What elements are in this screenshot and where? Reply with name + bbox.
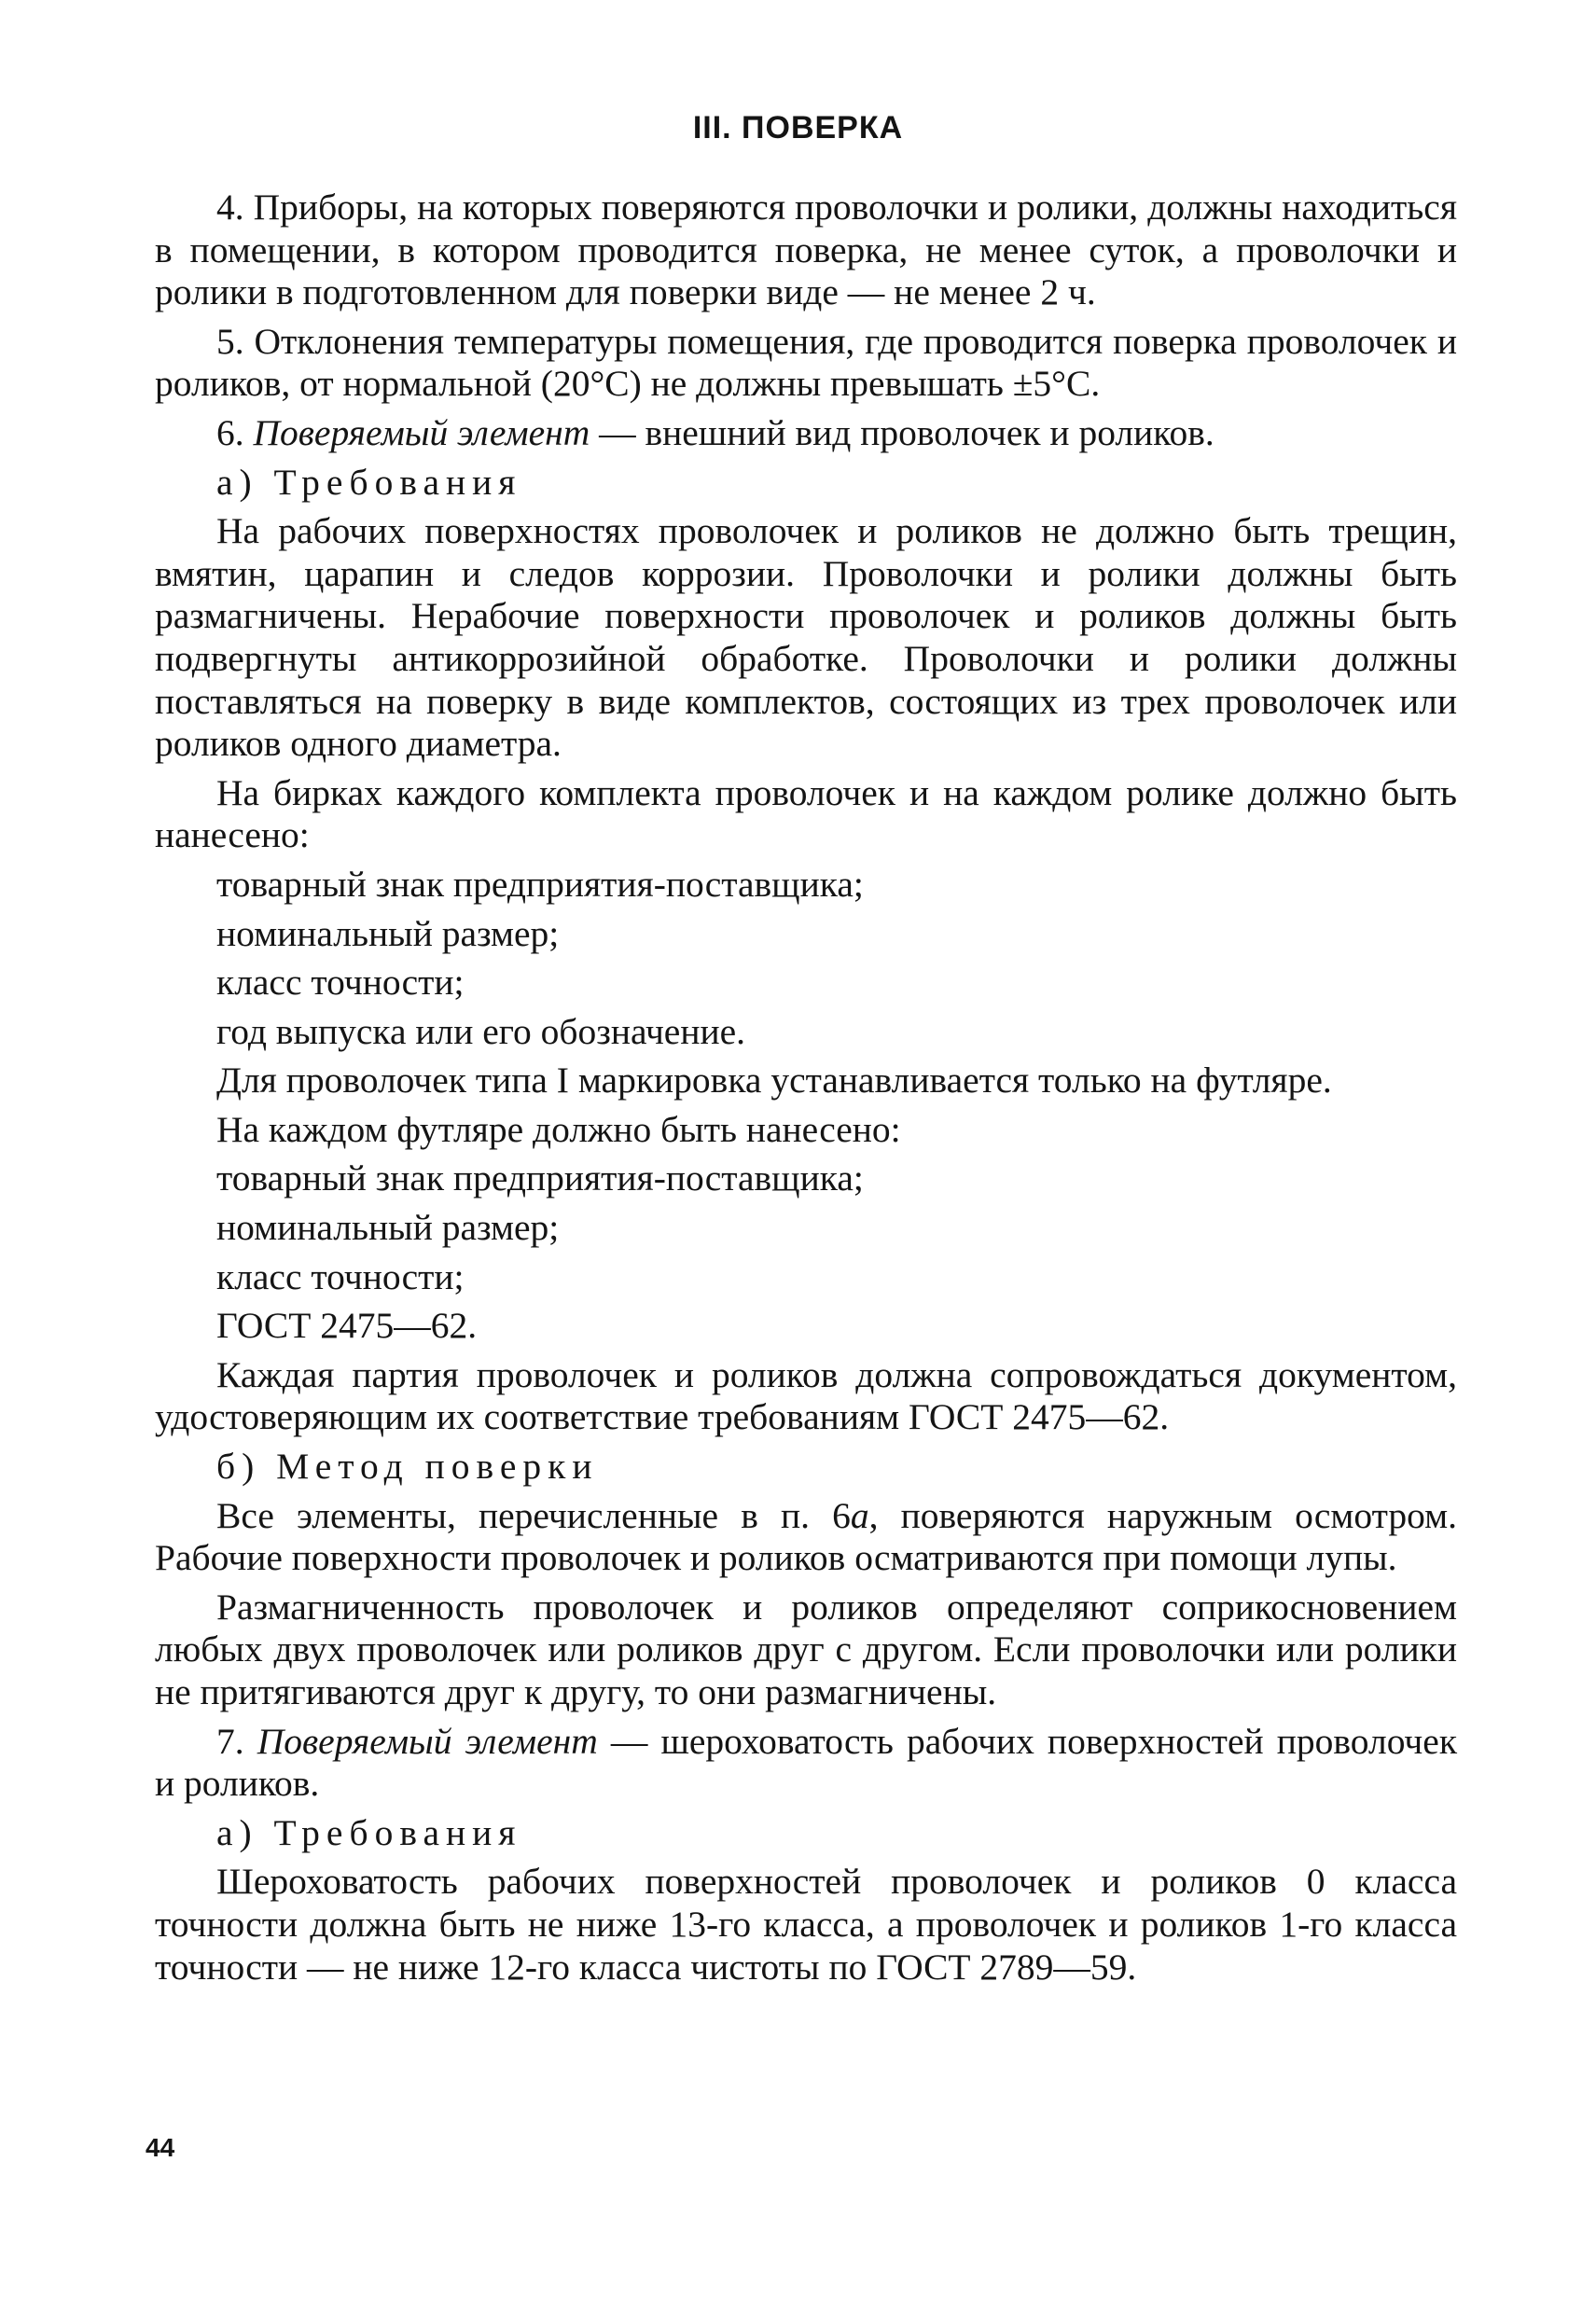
paragraph-7-element-text: — шероховатость рабочих поверхностей проволочек и роликов. [155,1720,1458,1805]
paragraph-6-batch-document: Каждая партия проволочек и роликов должна сопровождаться документом, удостоверяющим их соответствие требованиям ГОСТ 2475—62. [155,1353,1457,1438]
paragraph-7-requirements-text: Шероховатость рабочих поверхностей проволочек и роликов 0 класса точности должна быть не ниже 13-го класса, а проволочек и роликов 1-го класса точности — не ниже 12-го класса чистоты по ГОСТ 2789—59. [155,1861,1457,1988]
marking-list-1-item: номинальный размер; [216,912,560,954]
marking-list-2-item: ГОСТ 2475—62. [216,1305,478,1347]
method-text-1-italic: а [850,1494,869,1536]
paragraph-6-title [155,412,1457,455]
paragraph-6-requirements-text: На рабочих поверхностях проволочек и роликов не должно быть трещин, вмятин, царапин и следов коррозии. Проволочки и ролики должны быть размагничены. Нерабочие поверхности проволочек и роликов должны быть подвергнуты антикоррозийной обработке. Проволочки и ролики должны поставляться на поверку в виде комплектов, состоящих из трех проволочек или роликов одного диаметра. [155,510,1457,765]
marking-list-1-item: год выпуска или его обозначение. [216,1010,746,1052]
method-text-1-part: , поверяются наружным осмотром. Рабочие поверхности проволочек и роликов осматриваются при помощи лупы. [155,1494,1457,1579]
paragraph-7-title [155,1721,1457,1806]
paragraph-6-method-text-2: Размагниченность проволочек и роликов определяют соприкосновением любых двух проволочек или роликов друг с другом. Если проволочки или ролики не притягиваются друг к другу, то они размагничены. [155,1586,1457,1712]
page-body [155,187,1457,1995]
paragraph-6-element-label: Поверяемый элемент [253,411,590,453]
paragraph-6-number: 6. [216,411,244,453]
paragraph-6-requirements-heading: а) Требования [216,461,522,503]
paragraph-7-number: 7. [216,1720,244,1762]
method-text-1-part: Все элементы, перечисленные в п. 6 [216,1494,851,1536]
paragraph-7-element-label: Поверяемый элемент [257,1720,598,1762]
paragraph-6-element-text: — внешний вид проволочек и роликов. [599,411,1214,453]
paragraph-6-method-heading: б) Метод поверки [216,1446,599,1488]
paragraph-5: 5. Отклонения температуры помещения, где проводится поверка проволочек и роликов, от нормальной (20°С) не должны превышать ±5°С. [155,320,1457,405]
marking-list-1-item: товарный знак предприятия-поставщика; [216,863,864,905]
paragraph-6-case-marking-intro: На каждом футляре должно быть нанесено: [216,1108,901,1150]
marking-list-2-item: номинальный размер; [216,1207,560,1249]
paragraph-6-marking-intro: На бирках каждого комплекта проволочек и на каждом ролике должно быть нанесено: [155,771,1457,856]
marking-list-2-item: товарный знак предприятия-поставщика; [216,1157,864,1199]
paragraph-7-requirements-heading: а) Требования [216,1811,522,1853]
marking-list-2-item: класс точности; [216,1255,465,1297]
paragraph-6-method-text-1 [155,1495,1457,1580]
paragraph-6-type-i-note: Для проволочек типа I маркировка устанавливается только на футляре. [216,1060,1332,1102]
marking-list-1-item: класс точности; [216,962,465,1004]
paragraph-4: 4. Приборы, на которых поверяются проволочки и ролики, должны находиться в помещении, в котором проводится поверка, не менее суток, а проволочки и ролики в подготовленном для поверки виде — не менее 2 ч. [155,187,1457,313]
section-title: III. ПОВЕРКА [692,110,904,145]
page-number: 44 [146,2133,175,2162]
